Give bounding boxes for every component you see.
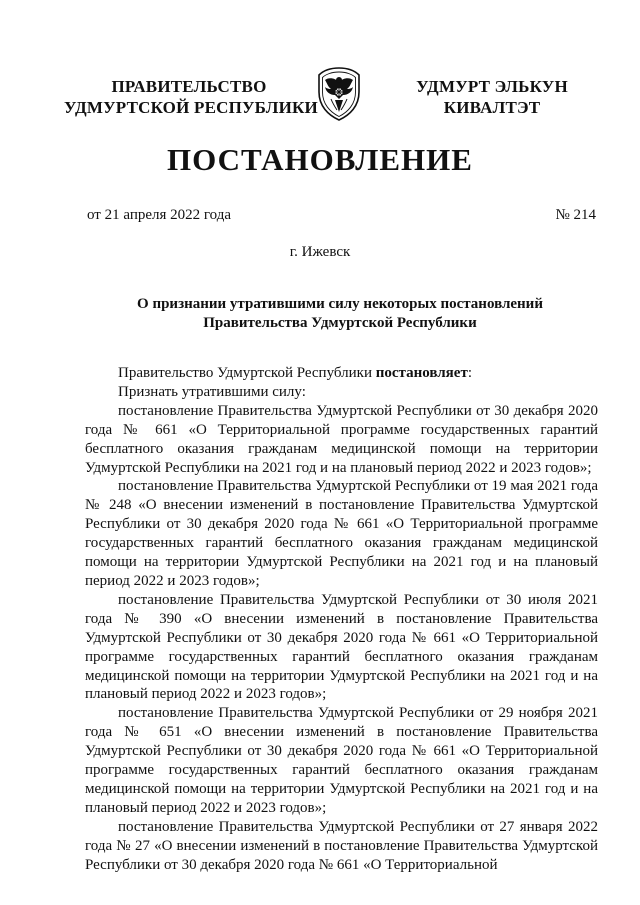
subject-line: О признании утратившими силу некоторых постановлений	[137, 296, 543, 312]
document-number: № 214	[555, 207, 596, 223]
issuer-name-line: ПРАВИТЕЛЬСТВО	[111, 77, 267, 96]
repealed-item: постановление Правительства Удмуртской Республики от 27 января 2022 года № 27 «О внесении изменений в постановление Правительства Удмуртской Республики от 30 декабря 2020 года № 661 «О Территориальной	[85, 818, 598, 873]
repealed-item: постановление Правительства Удмуртской Республики от 19 мая 2021 года № 248 «О внесении изменений в постановление Правительства Удмуртской Республики от 30 декабря 2020 года № 661 «О Территориальной программе государственных гарантий бесплатного оказания гражданам медицинской помощи на территории Удмуртской Республики на 2021 год и на плановый период 2022 и 2023 годов»;	[85, 478, 598, 589]
document-type-title: ПОСТАНОВЛЕНИЕ	[167, 142, 473, 177]
body-intro	[85, 364, 598, 383]
document-date: от 21 апреля 2022 года	[87, 207, 232, 223]
issuer-name-russian	[64, 76, 318, 118]
body-intro-2: Признать утратившими силу:	[118, 383, 306, 400]
repealed-item: постановление Правительства Удмуртской Республики от 30 декабря 2020 года № 661 «О Территориальной программе государственных гарантий бесплатного оказания гражданам медицинской помощи на территории Удмуртской Республики на 2021 год и на плановый период 2022 и 2023 годов»;	[85, 402, 598, 476]
issuer-name-udmurt	[372, 76, 612, 118]
body-intro-colon: :	[467, 365, 472, 381]
subject-line: Правительства Удмуртской Республики	[203, 314, 477, 331]
issuer-name-line: КИВАЛТЭТ	[443, 98, 541, 117]
repealed-item: постановление Правительства Удмуртской Республики от 30 июля 2021 года № 390 «О внесении изменений в постановление Правительства Удмуртской Республики от 30 декабря 2020 года № 661 «О Территориальной программе государственных гарантий бесплатного оказания гражданам медицинской помощи на территории Удмуртской Республики на 2021 год и на плановый период 2022 и 2023 годов»;	[85, 591, 598, 703]
repealed-item: постановление Правительства Удмуртской Республики от 29 ноября 2021 года № 651 «О внесении изменений в постановление Правительства Удмуртской Республики от 30 декабря 2020 года № 661 «О Территориальной программе государственных гарантий бесплатного оказания гражданам медицинской помощи на территории Удмуртской Республики на 2021 год и на плановый период 2022 и 2023 годов»;	[85, 705, 598, 816]
document-body	[85, 364, 598, 874]
body-intro-text: Правительство Удмуртской Республики	[118, 365, 376, 381]
udmurtia-coat-of-arms-icon	[314, 66, 364, 122]
body-intro-verb: постановляет	[375, 365, 468, 381]
document-city: г. Ижевск	[289, 244, 351, 260]
document-subject	[80, 295, 600, 332]
issuer-name-line: УДМУРТСКОЙ РЕСПУБЛИКИ	[64, 98, 318, 117]
issuer-name-line: УДМУРТ ЭЛЬКУН	[416, 77, 568, 96]
